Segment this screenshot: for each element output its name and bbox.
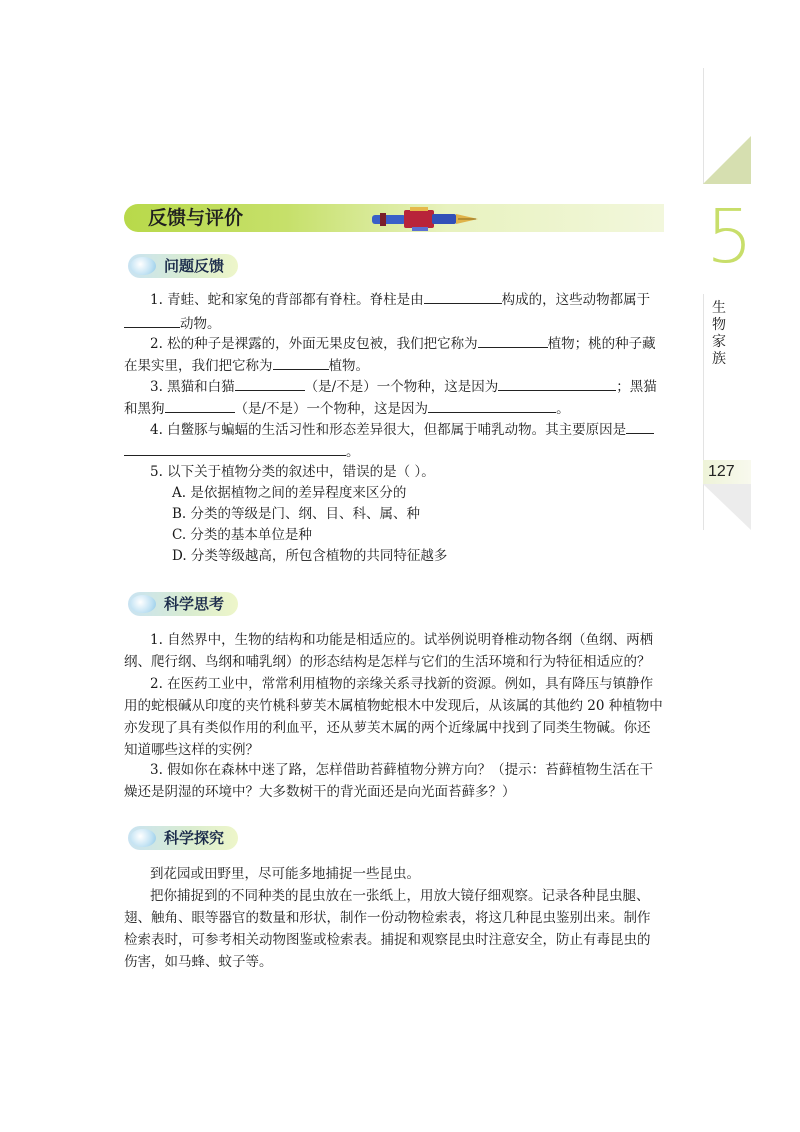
page-number: 127 [708, 463, 735, 480]
answer-blank[interactable] [478, 333, 548, 348]
section-title-feedback: 问题反馈 [164, 257, 225, 275]
thinking-line: 1. 自然界中，生物的结构和功能是相适应的。试举例说明脊椎动物各纲（鱼纲、两栖 [150, 632, 654, 648]
answer-blank[interactable] [498, 376, 616, 391]
answer-blank[interactable] [124, 441, 346, 456]
section-title-thinking: 科学思考 [164, 595, 225, 613]
banner-title: 反馈与评价 [148, 207, 244, 229]
chapter-number: 5 [706, 194, 754, 280]
answer-blank[interactable] [124, 313, 180, 328]
answer-blank[interactable] [235, 376, 305, 391]
inquiry-line: 伤害，如马蜂、蚊子等。 [124, 954, 273, 970]
bubble-icon [130, 829, 156, 847]
inquiry-line: 翅、触角、眼等器官的数量和形状，制作一份动物检索表，将这几种昆虫鉴别出来。制作 [124, 910, 651, 926]
q5-option-b[interactable]: B. 分类的等级是门、纲、目、科、属、种 [172, 506, 421, 522]
inquiry-line: 检索表时，可参考相关动物图鉴或检索表。捕捉和观察昆虫时注意安全，防止有毒昆虫的 [124, 932, 651, 948]
thinking-line: 2. 在医药工业中，常常利用植物的亲缘关系寻找新的资源。例如，具有降压与镇静作 [150, 676, 654, 692]
thinking-line: 3. 假如你在森林中迷了路，怎样借助苔藓植物分辨方向？（提示：苔藓植物生活在干 [150, 762, 654, 778]
answer-blank[interactable] [626, 419, 654, 434]
q1-line2: 动物。 [124, 312, 221, 336]
q1-line1: 1. 青蛙、蛇和家兔的背部都有脊柱。脊柱是由 构成的，这些动物都属于 [150, 288, 650, 312]
section-title-inquiry: 科学探究 [164, 829, 225, 847]
q5-option-c[interactable]: C. 分类的基本单位是种 [172, 527, 312, 543]
q3-line1: 3. 黑猫和白猫 （是/不是）一个物种，这是因为 ；黑猫 [150, 375, 657, 399]
answer-blank[interactable] [165, 398, 235, 413]
fountain-pen-icon [370, 204, 482, 234]
inquiry-line: 到花园或田野里，尽可能多地捕捉一些昆虫。 [150, 866, 420, 882]
answer-blank[interactable] [424, 289, 502, 304]
bubble-icon [130, 257, 156, 275]
q5-option-d[interactable]: D. 分类等级越高，所包含植物的共同特征越多 [172, 548, 448, 564]
q5-stem: 5. 以下关于植物分类的叙述中，错误的是（ ）。 [150, 464, 435, 480]
chapter-name: 生物家族 [712, 300, 726, 367]
thinking-line: 纲、爬行纲、鸟纲和哺乳纲）的形态结构是怎样与它们的生活环境和行为特征相适应的？ [124, 654, 651, 670]
thinking-line: 用的蛇根碱从印度的夹竹桃科萝芙木属植物蛇根木中发现后，从该属的其他约 20 种植物中 [124, 698, 663, 714]
q2-line2: 在果实里，我们把它称为 植物。 [124, 354, 369, 378]
thinking-line: 亦发现了具有类似作用的利血平，还从萝芙木属的两个近缘属中找到了同类生物碱。你还 [124, 720, 651, 736]
thinking-line: 燥还是阴湿的环境中？大多数树干的背光面还是向光面苔藓多？） [124, 784, 516, 800]
bubble-icon [130, 595, 156, 613]
side-tab-corner [703, 136, 751, 184]
q2-line1: 2. 松的种子是裸露的，外面无果皮包被，我们把它称为 植物；桃的种子藏 [150, 332, 656, 356]
thinking-line: 知道哪些这样的实例？ [124, 742, 259, 758]
q5-option-a[interactable]: A. 是依据植物之间的差异程度来区分的 [172, 485, 407, 501]
q4-line2: 。 [124, 440, 360, 464]
side-tab-cut [703, 484, 751, 530]
q3-line2: 和黑狗 （是/不是）一个物种，这是因为 。 [124, 397, 570, 421]
answer-blank[interactable] [273, 355, 329, 370]
answer-blank[interactable] [428, 398, 556, 413]
inquiry-line: 把你捕捉到的不同种类的昆虫放在一张纸上，用放大镜仔细观察。记录各种昆虫腿、 [150, 888, 650, 904]
q4-line1: 4. 白鳖豚与蝙蝠的生活习性和形态差异很大，但都属于哺乳动物。其主要原因是 [150, 418, 654, 442]
